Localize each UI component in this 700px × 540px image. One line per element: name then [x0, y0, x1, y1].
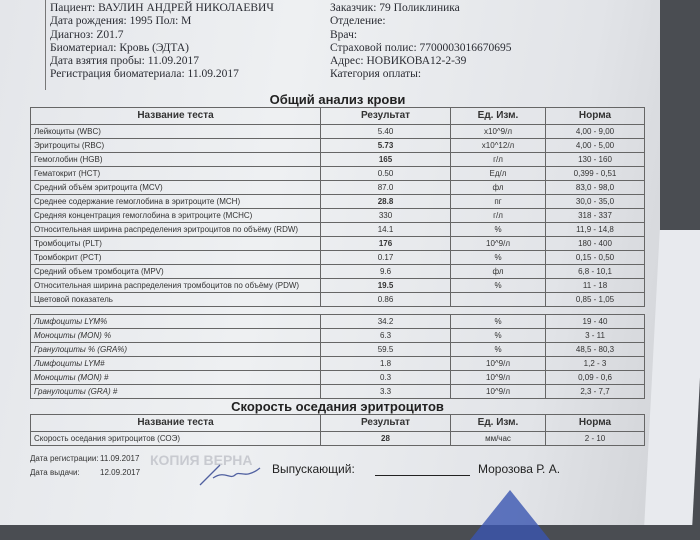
cell: 83,0 - 98,0 — [546, 181, 645, 195]
divider — [45, 0, 46, 90]
table-row — [31, 167, 645, 181]
cell: фл — [451, 181, 546, 195]
cell: 28.8 — [321, 195, 451, 209]
cell: 3.3 — [321, 385, 451, 399]
cell: 4,00 - 5,00 — [546, 139, 645, 153]
copy-stamp: КОПИЯ ВЕРНА — [150, 452, 253, 468]
info-line: Отделение: — [330, 15, 386, 28]
cell: 1.8 — [321, 357, 451, 371]
cell: % — [451, 343, 546, 357]
cell: 10^9/л — [451, 237, 546, 251]
cell: Лимфоциты LYM# — [31, 357, 321, 371]
cell: Средний объем тромбоцита (MPV) — [31, 265, 321, 279]
col-header: Название теста — [31, 108, 321, 125]
cell: 11,9 - 14,8 — [546, 223, 645, 237]
table-row — [31, 279, 645, 293]
info-line: Страховой полис: 7700003016670695 — [330, 41, 512, 54]
table-row — [31, 357, 645, 371]
cell — [451, 293, 546, 307]
cell: % — [451, 223, 546, 237]
col-header: Результат — [321, 108, 451, 125]
table-row — [31, 293, 645, 307]
cell: 0,09 - 0,6 — [546, 371, 645, 385]
signature — [195, 460, 265, 490]
cell: % — [451, 251, 546, 265]
col-header: Ед. Изм. — [451, 415, 546, 432]
cell: 5.73 — [321, 139, 451, 153]
cell: 10^9/л — [451, 371, 546, 385]
cell: 0.3 — [321, 371, 451, 385]
issuer-name: Морозова Р. А. — [478, 462, 561, 476]
info-line: Дата рождения: 1995 Пол: М — [50, 15, 192, 28]
cell: 0,15 - 0,50 — [546, 251, 645, 265]
cell: Тромбокрит (PCT) — [31, 251, 321, 265]
reg-date: 11.09.2017 — [100, 454, 140, 463]
issuer-label: Выпускающий: — [272, 462, 355, 476]
cell: мм/час — [451, 432, 546, 446]
cell: 30,0 - 35,0 — [546, 195, 645, 209]
cell: % — [451, 315, 546, 329]
cell: % — [451, 279, 546, 293]
cell: Гранулоциты (GRA) # — [31, 385, 321, 399]
triangle-stamp — [470, 490, 550, 540]
cell: 59.5 — [321, 343, 451, 357]
cell: 2 - 10 — [546, 432, 645, 446]
signature-line — [375, 475, 470, 476]
report-body — [30, 92, 645, 497]
table-row — [31, 153, 645, 167]
info-line: Адрес: НОВИКОВА12-2-39 — [330, 55, 467, 68]
cell: Эритроциты (RBC) — [31, 139, 321, 153]
cell: Относительная ширина распределения эритроцитов по объёму (RDW) — [31, 223, 321, 237]
cell: 9.6 — [321, 265, 451, 279]
cell: г/л — [451, 153, 546, 167]
cell: 330 — [321, 209, 451, 223]
cell: 0.86 — [321, 293, 451, 307]
table-row — [31, 343, 645, 357]
report-footer — [0, 452, 660, 497]
cell: 3 - 11 — [546, 329, 645, 343]
cell: 10^9/л — [451, 385, 546, 399]
col-header: Название теста — [31, 415, 321, 432]
table-row — [31, 125, 645, 139]
cell: 10^9/л — [451, 357, 546, 371]
info-line: Диагноз: Z01.7 — [50, 28, 124, 41]
cell: Моноциты (MON) % — [31, 329, 321, 343]
info-line: Заказчик: 79 Поликлиника — [330, 2, 460, 14]
cell: 318 - 337 — [546, 209, 645, 223]
cell: Скорость оседания эритроцитов (СОЭ) — [31, 432, 321, 446]
cell: 2,3 - 7,7 — [546, 385, 645, 399]
table-row — [31, 265, 645, 279]
cell: 0.50 — [321, 167, 451, 181]
cell: 19.5 — [321, 279, 451, 293]
cell: 87.0 — [321, 181, 451, 195]
cbc-title: Общий анализ крови — [269, 92, 406, 107]
col-header: Норма — [546, 108, 645, 125]
cell: Относительная ширина распределения тромбоцитов по объёму (PDW) — [31, 279, 321, 293]
cell: 176 — [321, 237, 451, 251]
cell: 180 - 400 — [546, 237, 645, 251]
info-line: Врач: — [330, 28, 358, 41]
cell: Тромбоциты (PLT) — [31, 237, 321, 251]
cell: 5.40 — [321, 125, 451, 139]
cell: г/л — [451, 209, 546, 223]
cell: Средняя концентрация гемоглобина в эритроците (MCHC) — [31, 209, 321, 223]
cell: x10^9/л — [451, 125, 546, 139]
cell: 0.17 — [321, 251, 451, 265]
cell: 165 — [321, 153, 451, 167]
cell: Гранулоциты % (GRA%) — [31, 343, 321, 357]
cell: 11 - 18 — [546, 279, 645, 293]
cell: 0,399 - 0,51 — [546, 167, 645, 181]
cell: 4,00 - 9,00 — [546, 125, 645, 139]
cell: x10^12/л — [451, 139, 546, 153]
esr-title: Скорость оседания эритроцитов — [231, 399, 444, 414]
table-row — [31, 223, 645, 237]
info-line: Пациент: ВАУЛИН АНДРЕЙ НИКОЛАЕВИЧ — [50, 2, 274, 14]
table-row — [31, 385, 645, 399]
col-header: Норма — [546, 415, 645, 432]
cell: 6.3 — [321, 329, 451, 343]
cell: 28 — [321, 432, 451, 446]
info-line: Биоматериал: Кровь (ЭДТА) — [50, 41, 189, 54]
table-row — [31, 209, 645, 223]
cell: 0,85 - 1,05 — [546, 293, 645, 307]
cell: Средний объём эритроцита (MCV) — [31, 181, 321, 195]
issue-label: Дата выдачи: — [30, 468, 80, 477]
col-header: Ед. Изм. — [451, 108, 546, 125]
cell: Лимфоциты LYM% — [31, 315, 321, 329]
issue-date: 12.09.2017 — [100, 468, 141, 477]
cell: 14.1 — [321, 223, 451, 237]
info-line: Дата взятия пробы: 11.09.2017 — [50, 55, 200, 68]
cell: Среднее содержание гемоглобина в эритроците (MCH) — [31, 195, 321, 209]
spacer — [30, 307, 645, 314]
cell: пг — [451, 195, 546, 209]
table-row — [31, 251, 645, 265]
cell: % — [451, 329, 546, 343]
patient-info — [50, 2, 274, 82]
col-header: Результат — [321, 415, 451, 432]
table-row — [31, 139, 645, 153]
cell: 19 - 40 — [546, 315, 645, 329]
info-line: Категория оплаты: — [330, 68, 422, 81]
cell: Моноциты (MON) # — [31, 371, 321, 385]
cell: 1,2 - 3 — [546, 357, 645, 371]
cell: Гематокрит (HCT) — [31, 167, 321, 181]
table-row — [31, 315, 645, 329]
esr-table — [30, 414, 645, 446]
table-row — [31, 329, 645, 343]
cell: 48,5 - 80,3 — [546, 343, 645, 357]
differential-table — [30, 314, 645, 399]
cell: 34.2 — [321, 315, 451, 329]
order-info — [330, 2, 512, 82]
info-line: Регистрация биоматериала: 11.09.2017 — [50, 68, 239, 81]
cell: Гемоглобин (HGB) — [31, 153, 321, 167]
cbc-table — [30, 107, 645, 307]
cell: Ед/л — [451, 167, 546, 181]
cell: 130 - 160 — [546, 153, 645, 167]
cell: фл — [451, 265, 546, 279]
cell: 6,8 - 10,1 — [546, 265, 645, 279]
table-row — [31, 432, 645, 446]
cell: Лейкоциты (WBC) — [31, 125, 321, 139]
cell: Цветовой показатель — [31, 293, 321, 307]
table-row — [31, 195, 645, 209]
table-row — [31, 237, 645, 251]
table-row — [31, 181, 645, 195]
table-row — [31, 371, 645, 385]
reg-label: Дата регистрации: — [30, 454, 99, 463]
